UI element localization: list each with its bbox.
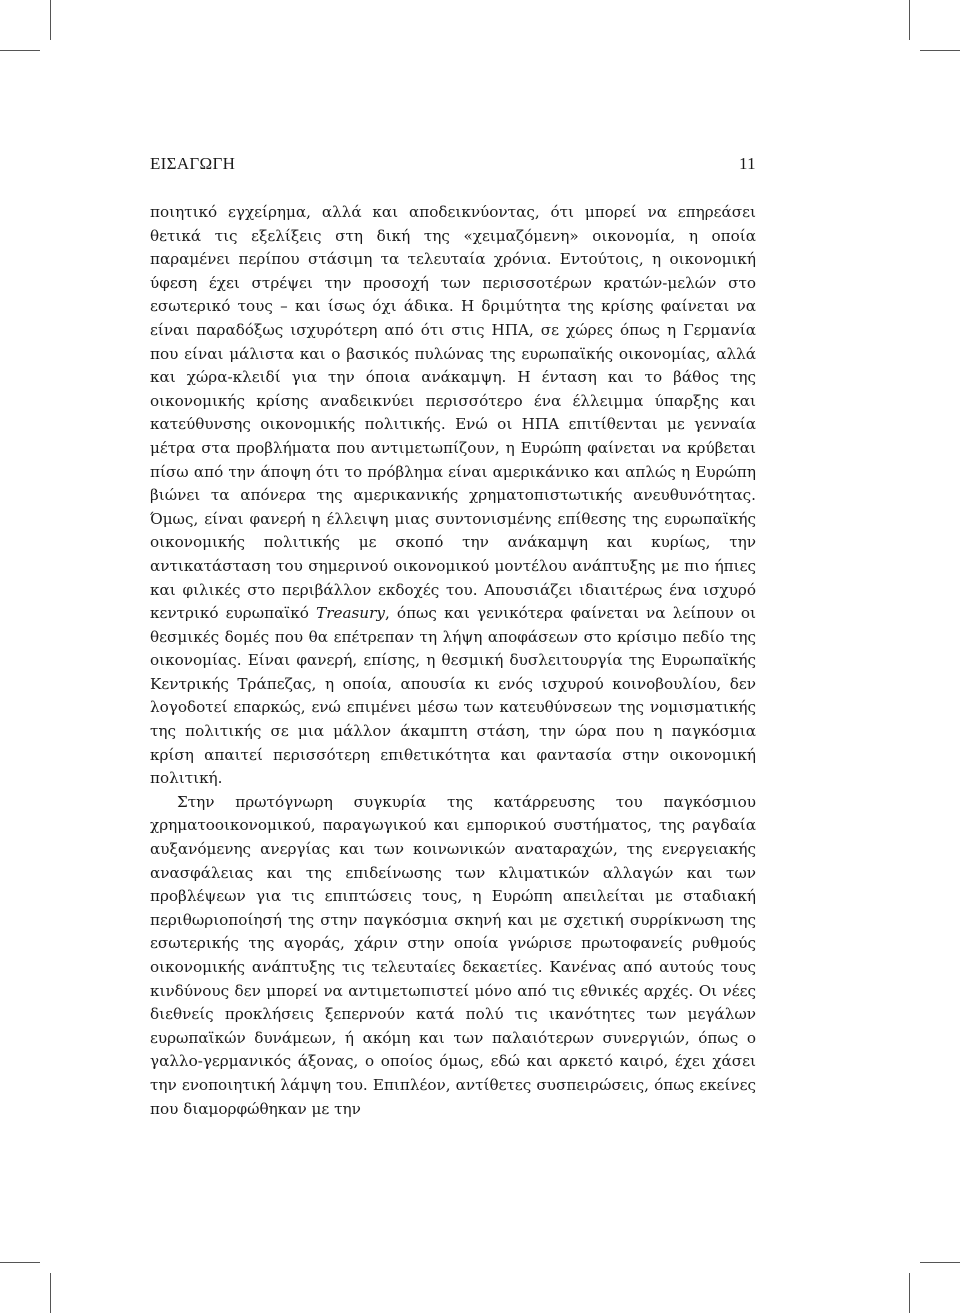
paragraph-1-italic-term: Treasury <box>316 604 385 623</box>
crop-mark-top-left-vertical <box>50 0 51 40</box>
crop-mark-bottom-left-vertical <box>50 1273 51 1313</box>
paragraph-1-part-1: ποιητικό εγχείρημα, αλλά και αποδεικνύοντας, ότι μπορεί να επηρεάσει θετικά τις εξελίξεις στη δική της «χειμαζόμενη» οικονομία, η οποία παραμένει περίπου στάσιμη τα τελευταία χρόνια. Εντούτοις, η οικονομική ύφεση έχει στρέψει την προσοχή των περισσοτέρων κρατών-μελών στο εσωτερικό τους – και ίσως όχι άδικα. Η δριμύτητα της κρίσης φαίνεται να είναι παραδόξως ισχυρότερη από ότι στις ΗΠΑ, σε χώρες όπως η Γερμανία που είναι μάλιστα και ο βασικός πυλώνας της ευρωπαϊκής οικονομίας, αλλά και χώρα-κλειδί για την όποια ανάκαμψη. Η ένταση και το βάθος της οικονομικής κρίσης αναδεικνύει περισσότερο ένα έλλειμμα ύπαρξης και κατεύθυνσης οικονομικής πολιτικής. Ενώ οι ΗΠΑ επιτίθενται με γενναία μέτρα στα προβλήματα που αντιμετωπίζουν, η Ευρώπη φαίνεται να κρύβεται πίσω από την άποψη ότι το πρόβλημα είναι αμερικάνικο και απλώς η Ευρώπη βιώνει τα απόνερα της αμερικανικής χρηματοπιστωτικής ανευθυνότητας. Όμως, είναι φανερή η έλλειψη μιας συντονισμένης επίθεσης της ευρωπαϊκής οικονομικής πολιτικής με σκοπό την ανάκαμψη και κυρίως, την αντικατάσταση του σημερινού οικονομικού μοντέλου ανάπτυξης με πιο ήπιες και φιλικές στο περιβάλλον εκδοχές του. Απουσιάζει ιδιαιτέρως ένα ισχυρό κεντρικό ευρωπαϊκό <box>150 203 756 623</box>
paragraph-1 <box>150 201 756 791</box>
chapter-title: ΕΙΣΑΓΩΓΗ <box>150 154 236 173</box>
crop-mark-bottom-right-horizontal <box>920 1262 960 1263</box>
paragraph-1-part-2: , όπως και γενικότερα φαίνεται να λείπουν οι θεσμικές δομές που θα επέτρεπαν τη λήψη αποφάσεων στο κρίσιμο πεδίο της οικονομίας. Είναι φανερή, επίσης, η θεσμική δυσλειτουργία της Ευρωπαϊκής Κεντρικής Τράπεζας, η οποία, απουσία κι ενός ισχυρού κοινοβουλίου, δεν λογοδοτεί επαρκώς, ενώ επιμένει μέσω των κατευθύνσεων της νομισματικής της πολιτικής σε μια μάλλον άκαμπτη στάση, την ώρα που η παγκόσμια κρίση απαιτεί περισσότερη επιθετικότητα και φαντασία στην οικονομική πολιτική. <box>150 604 756 788</box>
crop-mark-bottom-left-horizontal <box>0 1262 40 1263</box>
crop-mark-bottom-right-vertical <box>909 1273 910 1313</box>
body-text <box>150 201 756 1121</box>
running-head <box>150 154 756 174</box>
paragraph-2: Στην πρωτόγνωρη συγκυρία της κατάρρευσης του παγκόσμιου χρηματοοικονομικού, παραγωγικού και εμπορικού συστήματος, της ραγδαία αυξανόμενης ανεργίας και των κοινωνικών αναταραχών, της ενεργειακής ανασφάλειας και της επιδείνωσης των κλιματικών αλλαγών και των προβλέψεων για τις επιπτώσεις τους, η Ευρώπη απειλείται με σταδιακή περιθωριοποίησή της στην παγκόσμια σκηνή και με σχετική συρρίκνωση της εσωτερικής της αγοράς, χάριν στην οποία γνώρισε πρωτοφανείς ρυθμούς οικονομικής ανάπτυξης τις τελευταίες δεκαετίες. Κανένας από αυτούς τους κινδύνους δεν μπορεί να αντιμετωπιστεί μόνο από τις εθνικές αρχές. Οι νέες διεθνείς προκλήσεις ξεπερνούν κατά πολύ τις ικανότητες των μεγάλων ευρωπαϊκών δυνάμεων, ή ακόμη και των παλαιότερων συνεργιών, όπως ο γαλλο-γερμανικός άξονας, ο οποίος όμως, εδώ και αρκετό καιρό, έχει χάσει την ενοποιητική λάμψη του. Επιπλέον, αντίθετες συσπειρώσεις, όπως εκείνες που διαμορφώθηκαν με την <box>150 792 756 1118</box>
crop-mark-top-left-horizontal <box>0 50 40 51</box>
crop-mark-top-right-vertical <box>909 0 910 40</box>
page-number: 11 <box>739 154 756 173</box>
crop-mark-top-right-horizontal <box>920 50 960 51</box>
